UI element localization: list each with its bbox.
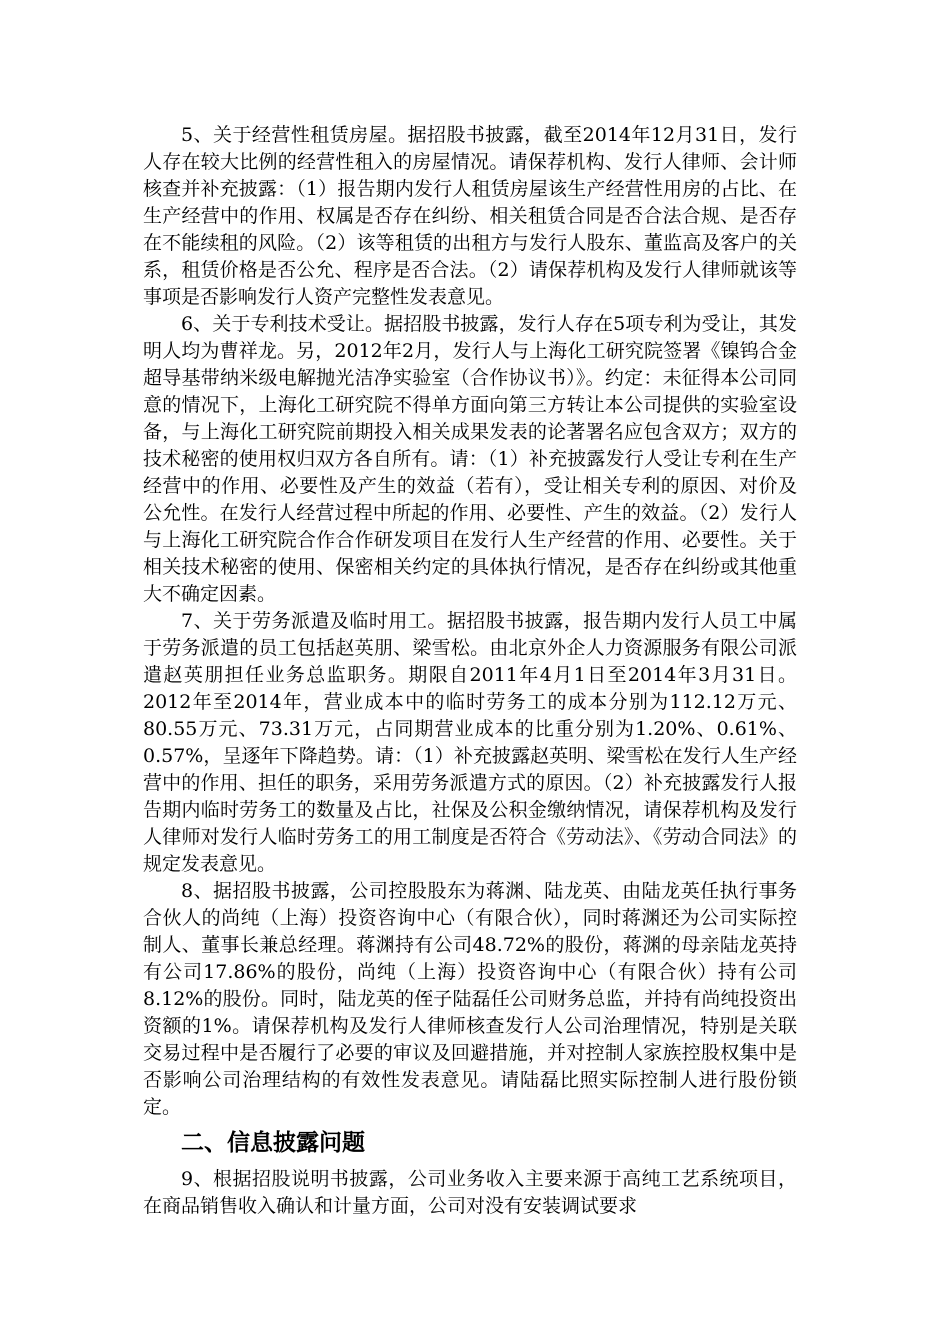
- paragraph-5-leased-property: 5、关于经营性租赁房屋。据招股书披露，截至2014年12月31日，发行人存在较大比例的经营性租入的房屋情况。请保荐机构、发行人律师、会计师核查并补充披露：（1）报告期内发行人租赁房屋该生产经营性用房的占比、在生产经营中的作用、权属是否存在纠纷、相关租赁合同是否合法合规、是否存在不能续租的风险。（2）该等租赁的出租方与发行人股东、董监高及客户的关系，租赁价格是否公允、程序是否合法。（2）请保荐机构及发行人律师就该等事项是否影响发行人资产完整性发表意见。: [143, 124, 797, 308]
- document-body: [143, 122, 797, 1220]
- paragraph-8-controlling-shareholder: 8、据招股书披露，公司控股股东为蒋渊、陆龙英、由陆龙英任执行事务合伙人的尚纯（上海）投资咨询中心（有限合伙），同时蒋渊还为公司实际控制人、董事长兼总经理。蒋渊持有公司48.72%的股份，蒋渊的母亲陆龙英持有公司17.86%的股份，尚纯（上海）投资咨询中心（有限合伙）持有公司8.12%的股份。同时，陆龙英的侄子陆磊任公司财务总监，并持有尚纯投资出资额的1%。请保荐机构及发行人律师核查发行人公司治理情况，特别是关联交易过程中是否履行了必要的审议及回避措施，并对控制人家族控股权集中是否影响公司治理结构的有效性发表意见。请陆磊比照实际控制人进行股份锁定。: [143, 880, 797, 1118]
- section-heading: 二、信息披露问题: [181, 1130, 365, 1156]
- paragraph-6-patent-transfer: 6、关于专利技术受让。据招股书披露，发行人存在5项专利为受让，其发明人均为曹祥龙。另，2012年2月，发行人与上海化工研究院签署《镍钨合金超导基带纳米级电解抛光洁净实验室（合作协议书）》。约定：未征得本公司同意的情况下，上海化工研究院不得单方面向第三方转让本公司提供的实验室设备，与上海化工研究院前期投入相关成果发表的论著署名应包含双方；双方的技术秘密的使用权归双方各自所有。请：（1）补充披露发行人受让专利在生产经营中的作用、必要性及产生的效益（若有），受让相关专利的原因、对价及公允性。在发行人经营过程中所起的作用、必要性、产生的效益。（2）发行人与上海化工研究院合作合作研发项目在发行人生产经营的作用、必要性。关于相关技术秘密的使用、保密相关约定的具体执行情况，是否存在纠纷或其他重大不确定因素。: [143, 313, 797, 605]
- paragraph-7-labor-dispatch: 7、关于劳务派遣及临时用工。据招股书披露，报告期内发行人员工中属于劳务派遣的员工包括赵英朋、梁雪松。由北京外企人力资源服务有限公司派遣赵英朋担任业务总监职务。期限自2011年4月1日至2014年3月31日。2012年至2014年，营业成本中的临时劳务工的成本分别为112.12万元、80.55万元、73.31万元，占同期营业成本的比重分别为1.20%、0.61%、0.57%，呈逐年下降趋势。请：（1）补充披露赵英明、梁雪松在发行人生产经营中的作用、担任的职务，采用劳务派遣方式的原因。（2）补充披露发行人报告期内临时劳务工的数量及占比，社保及公积金缴纳情况，请保荐机构及发行人律师对发行人临时劳务工的用工制度是否符合《劳动法》、《劳动合同法》的规定发表意见。: [143, 610, 797, 875]
- paragraph-9-revenue-disclosure: 9、根据招股说明书披露，公司业务收入主要来源于高纯工艺系统项目，在商品销售收入确认和计量方面，公司对没有安装调试要求: [143, 1168, 797, 1217]
